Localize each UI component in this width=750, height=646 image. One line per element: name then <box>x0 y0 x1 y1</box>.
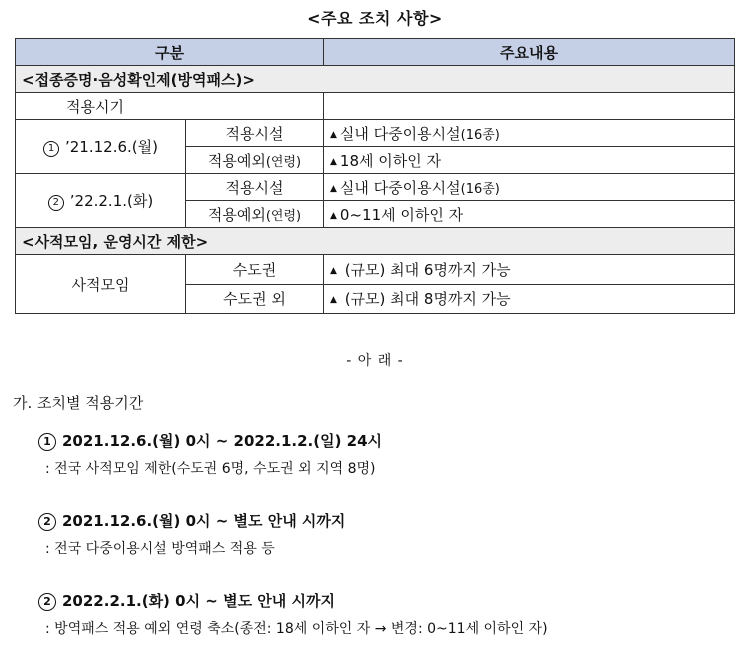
phase1-date-cell <box>16 120 186 174</box>
row-content-suffix: (16종) <box>460 181 500 197</box>
list-item-desc: : 전국 사적모임 제한(수도권 6명, 수도권 외 지역 8명) <box>45 461 376 477</box>
list-item-title <box>38 590 335 611</box>
apply-time-empty <box>324 93 735 120</box>
triangle-bullet-icon: ▲ <box>330 265 337 276</box>
section-title-vaccine-pass: <접종증명·음성확인제(방역패스)> <box>16 66 735 93</box>
item-title-text: 2021.12.6.(월) 0시 ~ 2022.1.2.(일) 24시 <box>62 432 383 450</box>
gathering-content-capital <box>324 255 735 285</box>
phase2-date-cell <box>16 174 186 228</box>
row-label: 적용예외 <box>207 205 266 224</box>
list-item-title <box>38 430 382 451</box>
header-category: 구분 <box>16 39 324 66</box>
row-content: (규모) 최대 8명까지 가능 <box>344 290 511 309</box>
triangle-bullet-icon: ▲ <box>330 183 337 194</box>
triangle-bullet-icon: ▲ <box>330 295 337 306</box>
phase2-label-exception <box>186 201 324 228</box>
row-content: 실내 다중이용시설 <box>339 124 461 143</box>
circle-number: 2 <box>38 593 56 611</box>
triangle-bullet-icon: ▲ <box>330 129 337 140</box>
gathering-content-non-capital <box>324 284 735 314</box>
phase2-content-facility <box>324 174 735 201</box>
phase1-content-facility <box>324 120 735 147</box>
triangle-bullet-icon: ▲ <box>330 156 337 167</box>
table-row-phase1-facility <box>16 120 735 147</box>
item-title-text: 2022.2.1.(화) 0시 ~ 별도 안내 시까지 <box>62 592 335 610</box>
table-row-gathering-capital <box>16 255 735 285</box>
section-row-vaccine-pass <box>16 66 735 93</box>
list-item-desc: : 방역패스 적용 예외 연령 축소(종전: 18세 이하인 자 → 변경: 0~11세 이하인 자) <box>45 621 548 637</box>
list-item-desc: : 전국 다중이용시설 방역패스 적용 등 <box>45 541 275 557</box>
row-content: 18세 이하인 자 <box>339 151 441 170</box>
gathering-label: 사적모임 <box>16 255 186 314</box>
row-content-suffix: (16종) <box>460 127 500 143</box>
row-label: 적용시설 <box>225 178 284 197</box>
below-divider-label: - 아 래 - <box>346 353 404 369</box>
triangle-bullet-icon: ▲ <box>330 210 337 221</box>
table-header-row <box>16 39 735 66</box>
apply-time-label: 적용시기 <box>16 93 324 120</box>
phase2-content-exception <box>324 201 735 228</box>
row-label: 적용시설 <box>225 124 284 143</box>
circle-number: 1 <box>43 141 59 157</box>
section-row-gathering <box>16 228 735 255</box>
phase2-label-facility <box>186 174 324 201</box>
phase1-date: ’21.12.6.(월) <box>65 138 158 156</box>
row-label-suffix: (연령) <box>265 154 302 170</box>
phase1-content-exception <box>324 147 735 174</box>
circle-number: 2 <box>48 195 64 211</box>
phase1-label-facility <box>186 120 324 147</box>
row-content: (규모) 최대 6명까지 가능 <box>344 260 511 279</box>
section-heading-period: 가. 조치별 적용기간 <box>13 394 144 412</box>
header-content: 주요내용 <box>324 39 735 66</box>
region-non-capital: 수도권 외 <box>186 284 324 314</box>
region-capital: 수도권 <box>186 255 324 285</box>
table-row-phase2-facility <box>16 174 735 201</box>
section-title-gathering: <사적모임, 운영시간 제한> <box>16 228 735 255</box>
list-item-title <box>38 510 345 531</box>
item-title-text: 2021.12.6.(월) 0시 ~ 별도 안내 시까지 <box>62 512 346 530</box>
row-content: 실내 다중이용시설 <box>339 178 461 197</box>
row-content: 0~11세 이하인 자 <box>339 205 464 224</box>
row-label: 적용예외 <box>207 151 266 170</box>
page-title: <주요 조치 사항> <box>307 9 443 28</box>
circle-number: 2 <box>38 513 56 531</box>
circle-number: 1 <box>38 433 56 451</box>
table-row-apply-time <box>16 93 735 120</box>
row-label-suffix: (연령) <box>265 208 302 224</box>
measures-table <box>15 38 735 314</box>
phase1-label-exception <box>186 147 324 174</box>
phase2-date: ’22.2.1.(화) <box>69 192 154 210</box>
